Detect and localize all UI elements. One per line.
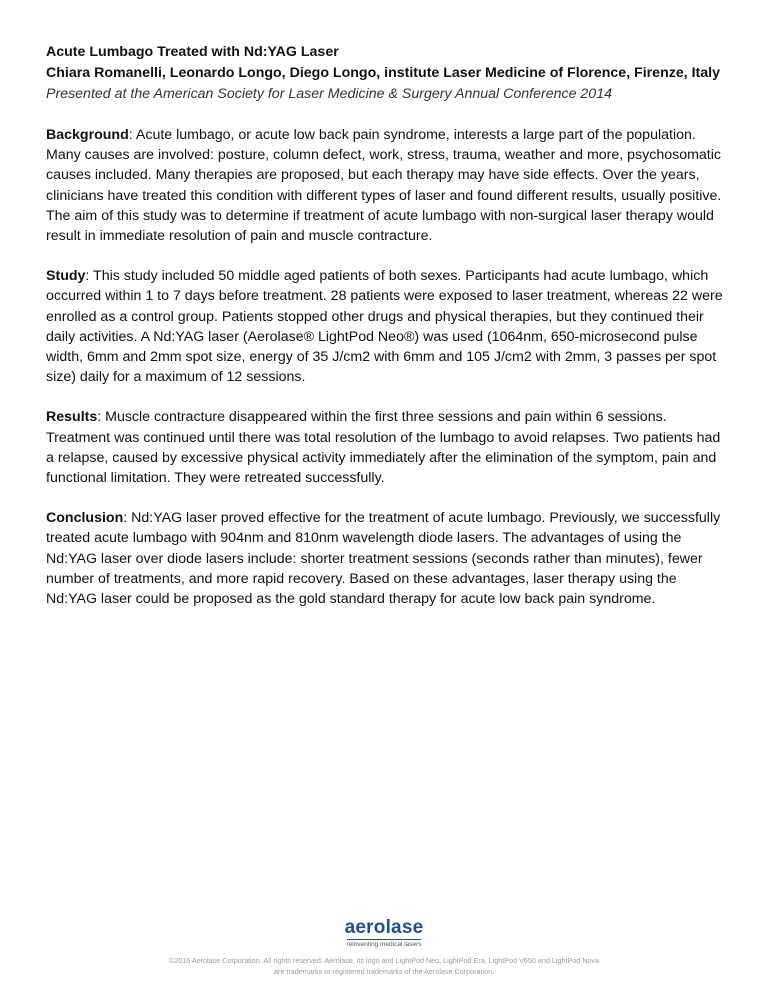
document-title: Acute Lumbago Treated with Nd:YAG Laser — [46, 44, 339, 60]
conclusion-section — [46, 508, 726, 609]
study-section — [46, 266, 726, 387]
background-text: : Acute lumbago, or acute low back pain syndrome, interests a large part of the population. Many causes are involved: posture, column defect, work, stress, trauma, weather and more, psychosomatic causes included. Many therapies are proposed, but each therapy may have side effects. Over the years, clinicians have treated this condition with different types of laser and found different results, usually positive. The aim of this study was to determine if treatment of acute lumbago with non-surgical laser therapy would result in immediate resolution of pain and muscle contracture. — [46, 127, 722, 245]
results-heading: Results — [46, 409, 98, 426]
background-section — [46, 125, 726, 246]
conclusion-text: : Nd:YAG laser proved effective for the treatment of acute lumbago. Previously, we successfully treated acute lumbago with 904nm and 810nm wavelength diode lasers. The advantages of using the Nd:YAG laser over diode lasers include: shorter treatment sessions (seconds rather than minutes), fewer number of treatments, and more rapid recovery. Based on these advantages, laser therapy using the Nd:YAG laser could be proposed as the gold standard therapy for acute low back pain syndrome. — [46, 510, 721, 608]
background-heading: Background — [46, 127, 129, 143]
logo-wordmark: aerolase — [344, 917, 424, 938]
logo-divider — [347, 939, 422, 940]
copyright-line-2: are trademarks or registered trademarks of the Aerolase Corporation. — [273, 967, 495, 976]
presented-line: Presented at the American Society for Laser Medicine & Surgery Annual Conference 2014 — [46, 86, 612, 102]
study-text: : This study included 50 middle aged patients of both sexes. Participants had acute lumbago, which occurred within 1 to 7 days before treatment. 28 patients were exposed to laser treatment, whereas 22 were enrolled as a control group. Patients stopped other drugs and physical therapies, but they continued their daily activities. A Nd:YAG laser (Aerolase® LightPod Neo®) was used (1064nm, 650-microsecond pulse width, 6mm and 2mm spot size, energy of 35 J/cm2 with 6mm and 105 J/cm2 with 2mm, 3 passes per spot size) daily for a maximum of 12 sessions. — [46, 268, 723, 386]
logo-tagline: reinventing medical lasers — [346, 941, 422, 948]
study-heading: Study — [46, 268, 86, 285]
conclusion-heading: Conclusion — [46, 510, 124, 527]
copyright-line-1: ©2016 Aerolase Corporation. All rights reserved. Aerolase, its logo and LightPod Neo, LightPod Era, LightPod V650 and LightPod Nova — [168, 956, 600, 965]
copyright-notice — [0, 955, 768, 977]
authors-line: Chiara Romanelli, Leonardo Longo, Diego Longo, institute Laser Medicine of Florence, Firenze, Italy — [46, 65, 720, 81]
results-text: : Muscle contracture disappeared within the first three sessions and pain within 6 sessions. Treatment was continued until there was total resolution of the lumbago to avoid relapses. Two patients had a relapse, caused by excessive physical activity immediately after the elimination of the symptom, pain and functional limitation. They were retreated successfully. — [46, 409, 721, 487]
page-footer — [0, 918, 768, 977]
results-section — [46, 407, 726, 488]
aerolase-logo — [345, 918, 424, 949]
document-page — [46, 42, 726, 609]
